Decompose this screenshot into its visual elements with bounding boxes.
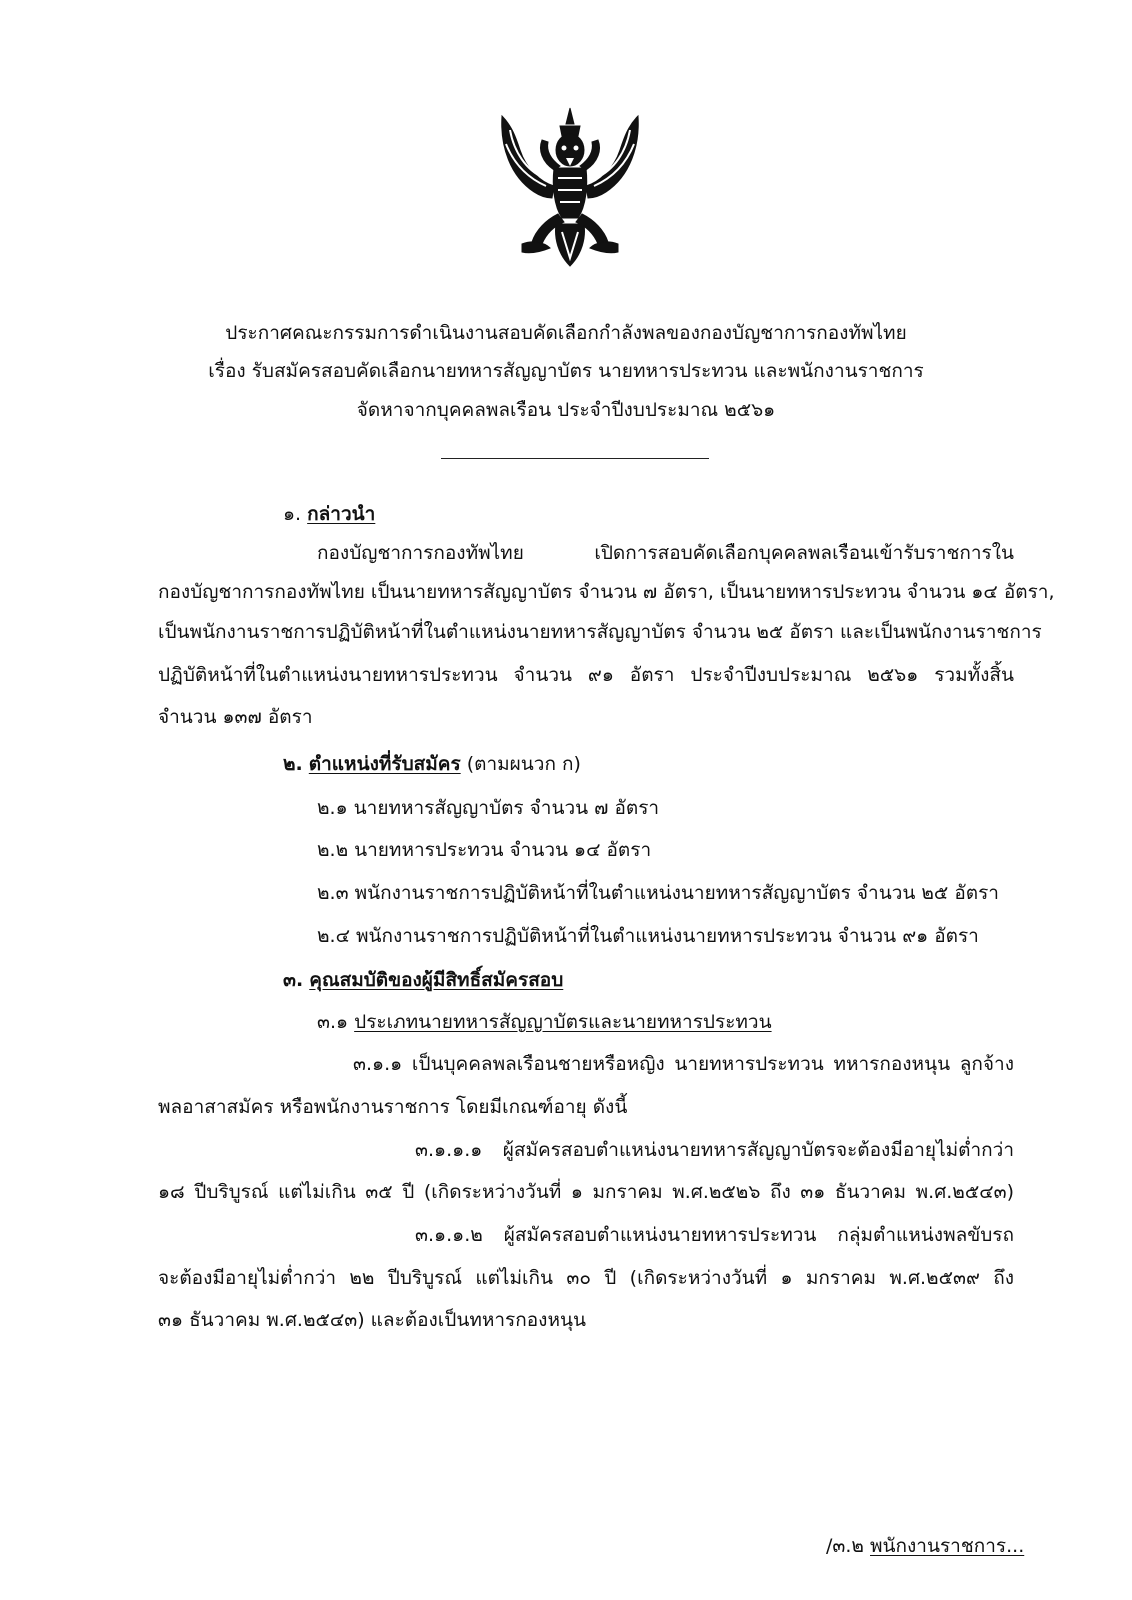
section-2-note: (ตามผนวก ก): [466, 753, 581, 775]
announcement-subject: เรื่อง รับสมัครสอบคัดเลือกนายทหารสัญญาบัตร นายทหารประทวน และพนักงานราชการ: [208, 360, 924, 382]
clause-3-1-1-line: ๓.๑.๑ เป็นบุคคลพลเรือนชายหรือหญิง นายทหารประทวน ทหารกองหนุน ลูกจ้าง: [353, 1053, 1014, 1075]
section-1-number: ๑.: [283, 503, 302, 525]
announcement-subtitle: จัดหาจากบุคคลพลเรือน ประจำปีงบประมาณ ๒๕๖๑: [356, 399, 776, 421]
section-3-heading: [283, 966, 563, 994]
clause-3-1-1-2-line: จะต้องมีอายุไม่ต่ำกว่า ๒๒ ปีบริบูรณ์ แต่ไม่เกิน ๓๐ ปี (เกิดระหว่างวันที่ ๑ มกราคม พ.ศ.๒๕๓๙ ถึง: [158, 1267, 1014, 1289]
garuda-emblem-icon: [496, 106, 644, 270]
section-3-1-heading: [317, 1008, 772, 1036]
clause-3-1-1-1-line: ๑๘ ปีบริบูรณ์ แต่ไม่เกิน ๓๕ ปี (เกิดระหว่างวันที่ ๑ มกราคม พ.ศ.๒๕๒๖ ถึง ๓๑ ธันวาคม พ.ศ.๒๕๔๓): [158, 1181, 1014, 1203]
section-3-number: ๓.: [283, 969, 304, 991]
section-2-number: ๒.: [283, 753, 303, 775]
section-1-para-line: ปฏิบัติหน้าที่ในตำแหน่งนายทหารประทวน จำนวน ๙๑ อัตรา ประจำปีงบประมาณ ๒๕๖๑ รวมทั้งสิ้น: [158, 664, 1014, 686]
section-2-title: ตำแหน่งที่รับสมัคร: [308, 753, 461, 775]
continuation-prefix: /๓.๒: [826, 1535, 864, 1557]
position-item: ๒.๑ นายทหารสัญญาบัตร จำนวน ๗ อัตรา: [317, 797, 660, 819]
section-3-1-number: ๓.๑: [317, 1011, 349, 1033]
position-item: ๒.๒ นายทหารประทวน จำนวน ๑๔ อัตรา: [317, 839, 652, 861]
page-continuation: [826, 1532, 1024, 1560]
clause-3-1-1-line: พลอาสาสมัคร หรือพนักงานราชการ โดยมีเกณฑ์อายุ ดังนี้: [158, 1096, 628, 1118]
title-divider: [441, 458, 709, 459]
section-2-heading: [283, 750, 581, 778]
clause-3-1-1-2-line: ๓๑ ธันวาคม พ.ศ.๒๕๔๓) และต้องเป็นทหารกองหนุน: [158, 1309, 586, 1331]
section-1-title: กล่าวนำ: [307, 503, 376, 525]
section-1-para-line: จำนวน ๑๓๗ อัตรา: [158, 706, 313, 728]
clause-3-1-1-2-line: ๓.๑.๑.๒ ผู้สมัครสอบตำแหน่งนายทหารประทวน กลุ่มตำแหน่งพลขับรถ: [415, 1224, 1014, 1246]
section-3-title: คุณสมบัติของผู้มีสิทธิ์สมัครสอบ: [309, 969, 564, 991]
section-1-heading: [283, 500, 375, 528]
section-3-1-title: ประเภทนายทหารสัญญาบัตรและนายทหารประทวน: [354, 1011, 772, 1033]
announcement-title: ประกาศคณะกรรมการดำเนินงานสอบคัดเลือกกำลังพลของกองบัญชาการกองทัพไทย: [225, 322, 907, 344]
continuation-text: พนักงานราชการ...: [870, 1535, 1025, 1557]
section-1-para-line: กองบัญชาการกองทัพไทย เปิดการสอบคัดเลือกบุคคลพลเรือนเข้ารับราชการใน: [317, 542, 1014, 564]
section-1-para-line: เป็นพนักงานราชการปฏิบัติหน้าที่ในตำแหน่งนายทหารสัญญาบัตร จำนวน ๒๕ อัตรา และเป็นพนักงานราชการ: [158, 621, 1042, 643]
section-1-para-line: กองบัญชาการกองทัพไทย เป็นนายทหารสัญญาบัตร จำนวน ๗ อัตรา, เป็นนายทหารประทวน จำนวน ๑๔ อัตรา,: [158, 581, 1055, 603]
position-item: ๒.๓ พนักงานราชการปฏิบัติหน้าที่ในตำแหน่งนายทหารสัญญาบัตร จำนวน ๒๕ อัตรา: [317, 882, 999, 904]
clause-3-1-1-1-line: ๓.๑.๑.๑ ผู้สมัครสอบตำแหน่งนายทหารสัญญาบัตรจะต้องมีอายุไม่ต่ำกว่า: [415, 1139, 1014, 1161]
position-item: ๒.๔ พนักงานราชการปฏิบัติหน้าที่ในตำแหน่งนายทหารประทวน จำนวน ๙๑ อัตรา: [317, 925, 979, 947]
